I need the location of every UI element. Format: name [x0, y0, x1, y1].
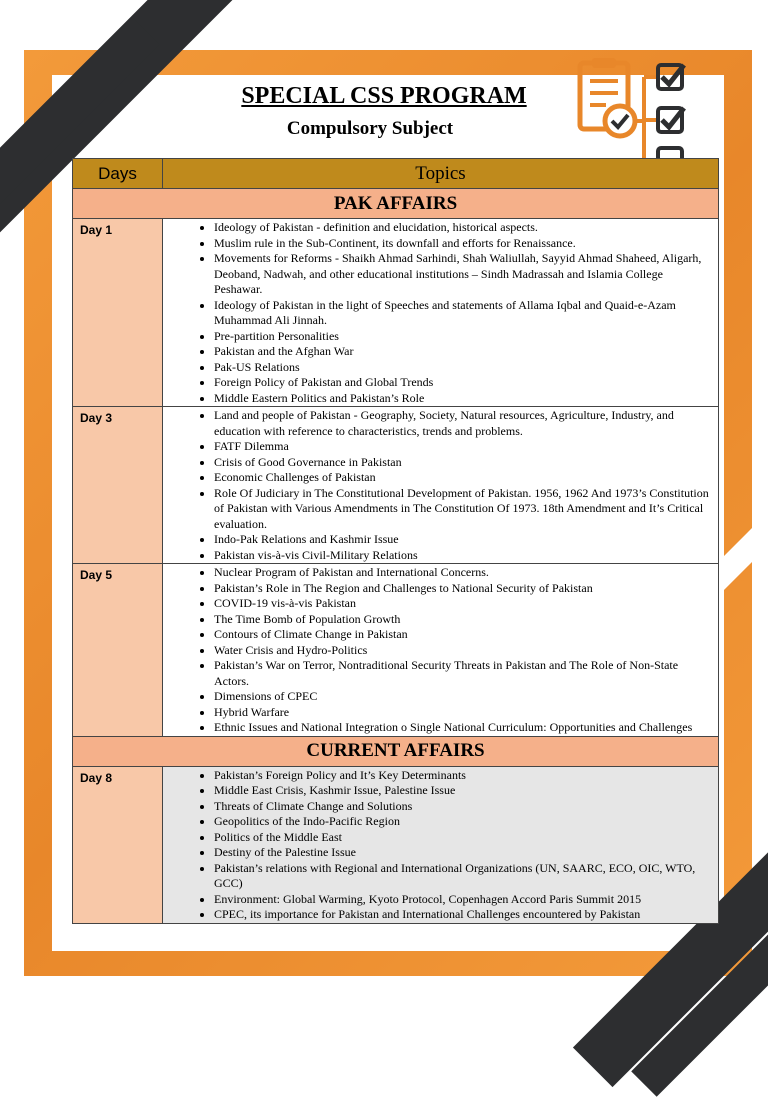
list-item: • Pakistan vis-à-vis Civil-Military Relations: [214, 548, 710, 564]
topics-cell: [163, 219, 719, 407]
list-item: • FATF Dilemma: [214, 439, 710, 455]
section-heading: PAK AFFAIRS: [73, 189, 719, 219]
list-item: • COVID-19 vis-à-vis Pakistan: [214, 596, 710, 612]
list-item: • Ideology of Pakistan - definition and elucidation, historical aspects.: [214, 220, 710, 236]
page-subtitle: Compulsory Subject: [286, 118, 454, 139]
list-item: • Land and people of Pakistan - Geography, Society, Natural resources, Agriculture, Industry, and education with reference to characteristics, trends and problems.: [214, 408, 710, 439]
list-item: • Indo-Pak Relations and Kashmir Issue: [214, 532, 710, 548]
day-label: Day 3: [73, 407, 163, 564]
column-header-topics: Topics: [163, 159, 719, 189]
list-item: • CPEC, its importance for Pakistan and International Challenges encountered by Pakistan: [214, 907, 710, 923]
list-item: • Pakistan’s Foreign Policy and It’s Key Determinants: [214, 768, 710, 784]
list-item: • Pakistan and the Afghan War: [214, 344, 710, 360]
list-item: • Pak-US Relations: [214, 360, 710, 376]
day-label: Day 5: [73, 564, 163, 737]
column-header-days: Days: [73, 159, 163, 189]
list-item: • Dimensions of CPEC: [214, 689, 710, 705]
topics-list: [163, 220, 718, 406]
list-item: • Threats of Climate Change and Solutions: [214, 799, 710, 815]
list-item: • Pakistan’s relations with Regional and International Organizations (UN, SAARC, ECO, OIC, WTO, GCC): [214, 861, 710, 892]
topics-list: [163, 408, 718, 563]
table-row: [73, 407, 719, 564]
day-label: Day 1: [73, 219, 163, 407]
list-item: • Geopolitics of the Indo-Pacific Region: [214, 814, 710, 830]
checklist-icon: [574, 55, 694, 175]
list-item: • Foreign Policy of Pakistan and Global Trends: [214, 375, 710, 391]
schedule-table: [72, 158, 719, 924]
day-label: Day 8: [73, 766, 163, 923]
table-row: [73, 564, 719, 737]
section-heading: CURRENT AFFAIRS: [73, 736, 719, 766]
list-item: • Crisis of Good Governance in Pakistan: [214, 455, 710, 471]
list-item: • The Time Bomb of Population Growth: [214, 612, 710, 628]
table-row: [73, 766, 719, 923]
list-item: • Ideology of Pakistan in the light of Speeches and statements of Allama Iqbal and Quaid-e-Azam Muhammad Ali Jinnah.: [214, 298, 710, 329]
topics-cell: [163, 564, 719, 737]
list-item: • Pre-partition Personalities: [214, 329, 710, 345]
list-item: • Ethnic Issues and National Integration o Single National Curriculum: Opportunities and Challenges: [214, 720, 710, 736]
list-item: • Pakistan’s War on Terror, Nontraditional Security Threats in Pakistan and The Role of Non-State Actors.: [214, 658, 710, 689]
list-item: • Water Crisis and Hydro-Politics: [214, 643, 710, 659]
list-item: • Destiny of the Palestine Issue: [214, 845, 710, 861]
list-item: • Nuclear Program of Pakistan and International Concerns.: [214, 565, 710, 581]
table-row: [73, 219, 719, 407]
topics-list: [163, 768, 718, 923]
list-item: • Economic Challenges of Pakistan: [214, 470, 710, 486]
topics-cell: [163, 407, 719, 564]
list-item: • Middle East Crisis, Kashmir Issue, Palestine Issue: [214, 783, 710, 799]
list-item: • Movements for Reforms - Shaikh Ahmad Sarhindi, Shah Waliullah, Sayyid Ahmad Shaheed, Aligarh, Deoband, Nadwah, and other educational institutions – Sindh Madrassah and Islamia College Peshawar.: [214, 251, 710, 298]
list-item: • Contours of Climate Change in Pakistan: [214, 627, 710, 643]
list-item: • Middle Eastern Politics and Pakistan’s Role: [214, 391, 710, 407]
list-item: • Hybrid Warfare: [214, 705, 710, 721]
list-item: • Pakistan’s Role in The Region and Challenges to National Security of Pakistan: [214, 581, 710, 597]
topics-cell: [163, 766, 719, 923]
topics-list: [163, 565, 718, 736]
section-row: [73, 189, 719, 219]
page-title: SPECIAL CSS PROGRAM: [241, 83, 527, 109]
list-item: • Politics of the Middle East: [214, 830, 710, 846]
list-item: • Environment: Global Warming, Kyoto Protocol, Copenhagen Accord Paris Summit 2015: [214, 892, 710, 908]
section-row: [73, 736, 719, 766]
list-item: • Role Of Judiciary in The Constitutional Development of Pakistan. 1956, 1962 And 1973’s Constitution of Pakistan with Various Amendments in The Constitution Of 1973. 18th Amendment and It’s Critical evaluation.: [214, 486, 710, 533]
list-item: • Muslim rule in the Sub-Continent, its downfall and efforts for Renaissance.: [214, 236, 710, 252]
table-header-row: [73, 159, 719, 189]
